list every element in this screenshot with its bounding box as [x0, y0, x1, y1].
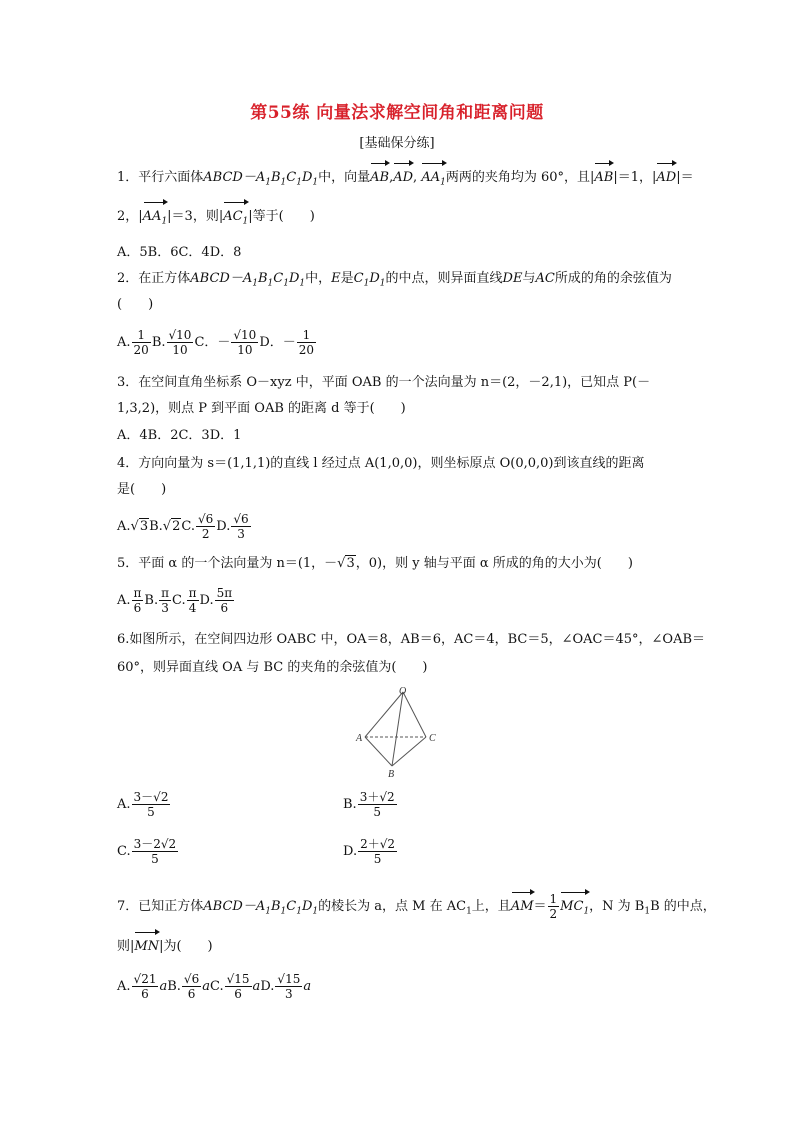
question-6-option-c: C. $\frac{3-2√2}{5}$ — [117, 837, 177, 866]
question-2-line-2: ( ) — [117, 297, 154, 312]
question-7-options: A. $\frac{√21}{6}$ aB. $\frac{√6}{6}$ aC. $\frac{√15}{6}$ aD. $\frac{√15}{3}$ a — [117, 972, 312, 1001]
question-4-line-2: 是( ) — [117, 482, 167, 497]
question-6-option-a: A. $\frac{3-√2}{5}$ — [117, 790, 169, 819]
question-1-options: A．5B．6C．4D．8 — [117, 245, 242, 260]
figure-label-b: B — [388, 769, 395, 778]
question-2-options: A. $\frac{1}{20}$ B. $\frac{√10}{10}$ C．－ $\frac{√10}{10}$ D．－ $\frac{1}{20}$ — [117, 328, 315, 357]
tetrahedron-figure — [352, 686, 442, 778]
figure-label-a: A — [356, 733, 363, 744]
question-3-line-2: 1,3,2)，则点 P 到平面 OAB 的距离 d 等于( ) — [117, 401, 406, 416]
question-7-line-1: 7．已知正方体$ABCD-A_1B_1C_1D_1$的棱长为 a，点 M 在 $AC_1$上，且AM＝ $\frac{1}{2}$ $MC_1$，N 为 $B_1B$ 的中点， — [117, 892, 683, 925]
question-2-line-1: 2．在正方体$ABCD-A_1B_1C_1D_1$中，E是$C_1D_1$的中点，则异面直线DE与AC所成的角的余弦值为 — [117, 271, 672, 289]
question-4-options: A.√3B.√2C. $\frac{√6}{2}$ D. $\frac{√6}{3}$ — [117, 512, 249, 541]
section-subtitle: [基础保分练] — [359, 136, 435, 151]
question-1-line-2: 2，$|AA_1|=3$，则$|AC_1|$等于( ) — [117, 204, 683, 235]
question-4-line-1: 4．方向向量为 s＝(1,1,1)的直线 l 经过点 A(1,0,0)，则坐标原点 O(0,0,0)到该直线的距离 — [117, 456, 645, 471]
figure-label-c: C — [429, 733, 436, 744]
question-3-line-1: 3．在空间直角坐标系 O－xyz 中，平面 OAB 的一个法向量为 n＝(2，－2,1)，已知点 P(－ — [117, 375, 651, 390]
question-6-line-1: 6.如图所示，在空间四边形 OABC 中，OA＝8，AB＝6，AC＝4，BC＝5，∠OAC＝45°，∠OAB＝ — [117, 632, 706, 647]
figure-label-o: O — [399, 686, 407, 697]
question-7-line-2: 则|MN|为( ) — [117, 934, 683, 960]
question-6-line-2: 60°，则异面直线 OA 与 BC 的夹角的余弦值为( ) — [117, 660, 428, 675]
page-title: 第55练 向量法求解空间角和距离问题 — [250, 103, 544, 123]
question-5-options: A. $\frac{\pi}{6}$ B. $\frac{\pi}{3}$ C. $\frac{\pi}{4}$ D. $\frac{5\pi}{6}$ — [117, 586, 233, 615]
question-3-options: A．4B．2C．3D．1 — [117, 428, 242, 443]
question-6-option-d: D. $\frac{2+√2}{5}$ — [343, 837, 396, 866]
question-5-line-1: 5．平面 α 的一个法向量为 n＝(1，－√3，0)，则 y 轴与平面 α 所成的角的大小为( ) — [117, 556, 633, 571]
question-6-option-b: B. $\frac{3+√2}{5}$ — [343, 790, 395, 819]
question-1-line-1: 1．平行六面体$ABCD-A_1B_1C_1D_1$中，向量AB,AD, $AA_1$两两的夹角均为 60°，且|AB|＝1，|AD|＝ — [117, 165, 683, 196]
